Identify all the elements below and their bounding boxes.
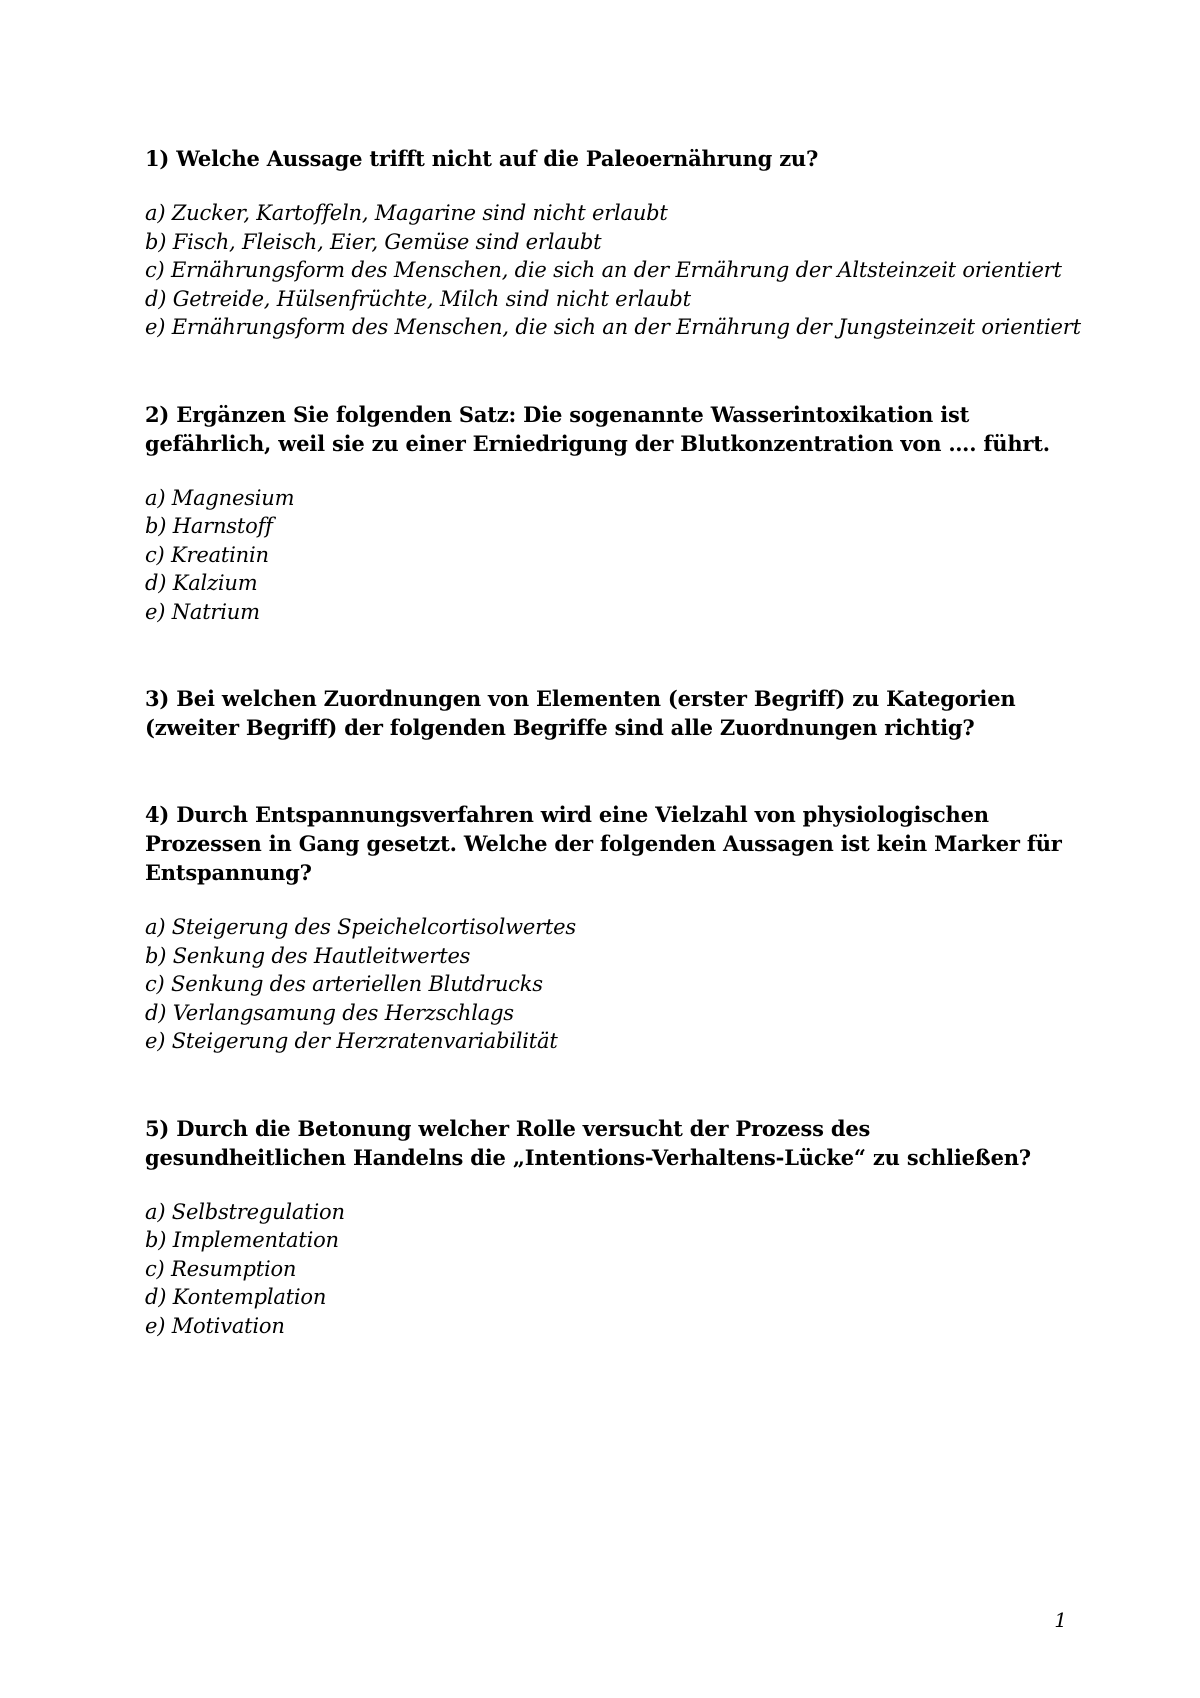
question-title: 4) Durch Entspannungsverfahren wird eine Vielzahl von physiologischen Prozessen in Gang gesetzt. Welche der folgenden Aussagen ist kein Marker für Entspannung?	[145, 802, 1062, 885]
answer-option: c) Kreatinin	[145, 542, 269, 567]
question-1	[145, 144, 1081, 342]
question-title: 2) Ergänzen Sie folgenden Satz: Die sogenannte Wasserintoxikation ist gefährlich, weil sie zu einer Erniedrigung der Blutkonzentration von …. führt.	[145, 401, 1050, 456]
answer-option: b) Fisch, Fleisch, Eier, Gemüse sind erlaubt	[145, 229, 602, 254]
answer-option: a) Magnesium	[145, 485, 295, 510]
answer-option: e) Motivation	[145, 1313, 285, 1338]
answer-options	[145, 199, 1081, 342]
answer-option: a) Steigerung des Speichelcortisolwertes	[145, 915, 576, 939]
answer-option: c) Senkung des arteriellen Blutdrucks	[145, 972, 543, 996]
answer-option: b) Harnstoff	[145, 514, 273, 538]
answer-option: d) Kontemplation	[145, 1285, 327, 1309]
question-2	[145, 400, 1065, 627]
question-5	[145, 1114, 1065, 1341]
answer-option: e) Natrium	[145, 599, 260, 624]
answer-option: d) Kalzium	[145, 571, 258, 595]
answer-option: e) Ernährungsform des Menschen, die sich an der Ernährung der Jungsteinzeit orientiert	[145, 315, 1081, 339]
answer-options	[145, 1198, 1065, 1341]
answer-options	[145, 484, 1065, 627]
answer-option: c) Resumption	[145, 1256, 297, 1281]
answer-option: b) Implementation	[145, 1228, 339, 1252]
answer-option: c) Ernährungsform des Menschen, die sich an der Ernährung der Altsteinzeit orientiert	[145, 258, 1062, 282]
page-number: 1	[1054, 1608, 1067, 1632]
question-title: 3) Bei welchen Zuordnungen von Elementen (erster Begriff) zu Kategorien (zweiter Begriff) der folgenden Begriffe sind alle Zuordnungen richtig?	[145, 686, 1016, 740]
answer-options	[145, 913, 1065, 1056]
question-4	[145, 800, 1065, 1056]
answer-option: a) Zucker, Kartoffeln, Magarine sind nicht erlaubt	[145, 201, 668, 225]
answer-option: e) Steigerung der Herzratenvariabilität	[145, 1029, 558, 1053]
answer-option: b) Senkung des Hautleitwertes	[145, 943, 471, 968]
answer-option: a) Selbstregulation	[145, 1199, 345, 1224]
answer-option: d) Verlangsamung des Herzschlags	[145, 1000, 514, 1025]
question-title: 1) Welche Aussage trifft nicht auf die Paleoernährung zu?	[145, 146, 819, 171]
document-page	[145, 144, 1081, 1398]
answer-option: d) Getreide, Hülsenfrüchte, Milch sind nicht erlaubt	[145, 286, 691, 311]
question-title: 5) Durch die Betonung welcher Rolle versucht der Prozess des gesundheitlichen Handelns die „Intentions-Verhaltens-Lücke“ zu schließen?	[145, 1115, 1031, 1170]
question-3	[145, 684, 1065, 742]
